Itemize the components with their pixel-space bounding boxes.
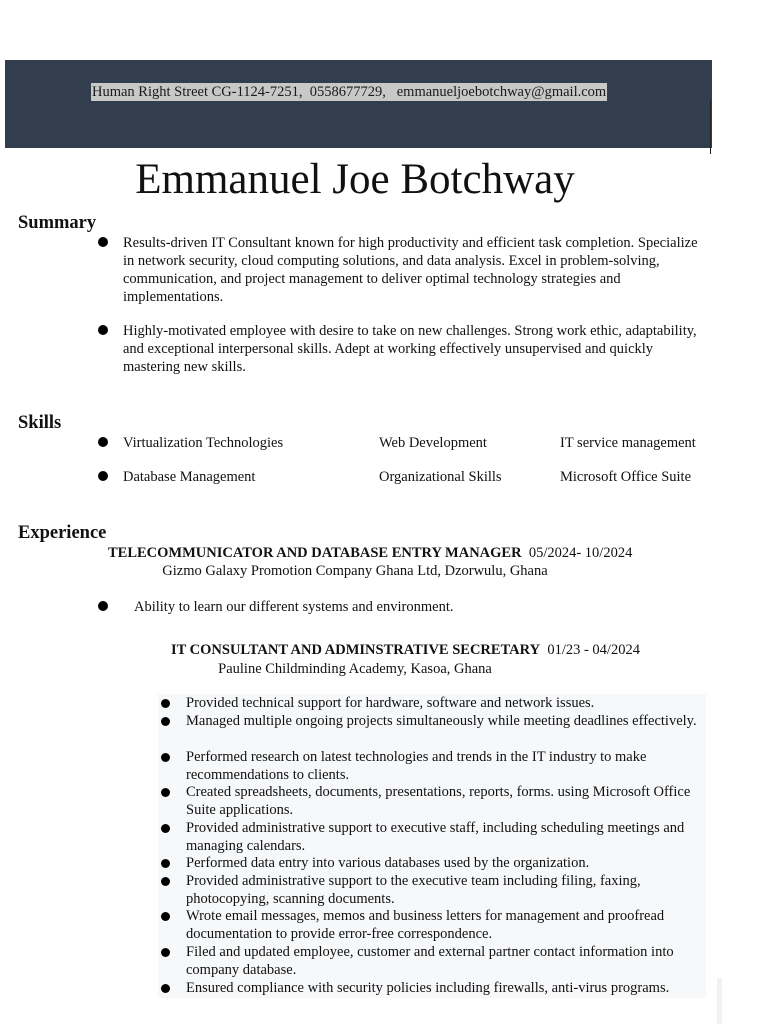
duty-item: Ability to learn our different systems and environment.: [134, 599, 454, 615]
duty-item: Performed research on latest technologies and trends in the IT industry to make recommendations to clients.: [186, 749, 647, 783]
bullet-icon: [161, 717, 170, 726]
bullet-icon: [98, 601, 108, 611]
duty-item: Filed and updated employee, customer and external partner contact information into company database.: [186, 944, 674, 978]
contact-line[interactable]: Human Right Street CG-1124-7251, 0558677729, emmanueljoebotchway@gmail.com: [92, 84, 607, 100]
skill-item: Organizational Skills: [379, 469, 502, 485]
bullet-icon: [161, 859, 170, 868]
experience-heading: Experience: [18, 523, 107, 543]
bullet-icon: [161, 948, 170, 957]
bullet-icon: [98, 471, 108, 481]
job-dates: 05/2024- 10/2024: [528, 545, 633, 561]
page-edge-shadow: [717, 978, 722, 1024]
duty-item: Provided administrative support to executive staff, including scheduling meetings and managing calendars.: [186, 820, 685, 854]
duty-item: Provided technical support for hardware, software and network issues.: [186, 695, 595, 711]
duty-item: Ensured compliance with security policies including firewalls, anti-virus programs.: [186, 980, 670, 996]
bullet-icon: [161, 912, 170, 921]
job-title-line: [108, 544, 632, 562]
candidate-name: Emmanuel Joe Botchway: [135, 156, 575, 203]
skill-item: Database Management: [123, 469, 256, 485]
duty-item: Managed multiple ongoing projects simultaneously while meeting deadlines effectively.: [186, 713, 697, 729]
bullet-icon: [161, 753, 170, 762]
job-title-line: [171, 641, 640, 659]
summary-heading: Summary: [18, 213, 97, 233]
bullet-icon: [161, 824, 170, 833]
skill-item: Virtualization Technologies: [123, 435, 284, 451]
skills-heading: Skills: [18, 413, 62, 433]
header-edge-divider: [710, 100, 711, 154]
bullet-icon: [161, 877, 170, 886]
job-dates: 01/23 - 04/2024: [547, 642, 640, 658]
job-title: TELECOMMUNICATOR AND DATABASE ENTRY MANAGER: [108, 545, 522, 561]
job-title: IT CONSULTANT AND ADMINSTRATIVE SECRETARY: [171, 642, 541, 658]
bullet-icon: [98, 437, 108, 447]
job-company: Pauline Childminding Academy, Kasoa, Ghana: [218, 661, 492, 677]
bullet-icon: [161, 788, 170, 797]
job-company: Gizmo Galaxy Promotion Company Ghana Ltd, Dzorwulu, Ghana: [162, 563, 548, 579]
duty-item: Performed data entry into various databases used by the organization.: [186, 855, 590, 871]
bullet-icon: [98, 325, 108, 335]
duty-item: Created spreadsheets, documents, presentations, reports, forms. using Microsoft Office Suite applications.: [186, 784, 691, 818]
duty-item: Provided administrative support to the executive team including filing, faxing, photocopying, scanning documents.: [186, 873, 641, 907]
bullet-icon: [161, 984, 170, 993]
summary-item: Highly-motivated employee with desire to take on new challenges. Strong work ethic, adaptability, and exceptional interpersonal skills. Adept at working effectively unsupervised and quickly mastering new skills.: [123, 323, 697, 375]
skill-item: Web Development: [379, 435, 487, 451]
summary-item: Results-driven IT Consultant known for high productivity and efficient task completion. Specialize in network security, cloud computing solutions, and data analysis. Excel in problem-solving, communication, and project management to deliver optimal technology strategies and implementations.: [123, 235, 698, 305]
header-band: [5, 60, 712, 148]
skill-item: Microsoft Office Suite: [560, 469, 692, 485]
skill-item: IT service management: [560, 435, 696, 451]
bullet-icon: [161, 699, 170, 708]
bullet-icon: [98, 237, 108, 247]
duty-item: Wrote email messages, memos and business letters for management and proofread documentation to provide error-free correspondence.: [186, 908, 665, 942]
